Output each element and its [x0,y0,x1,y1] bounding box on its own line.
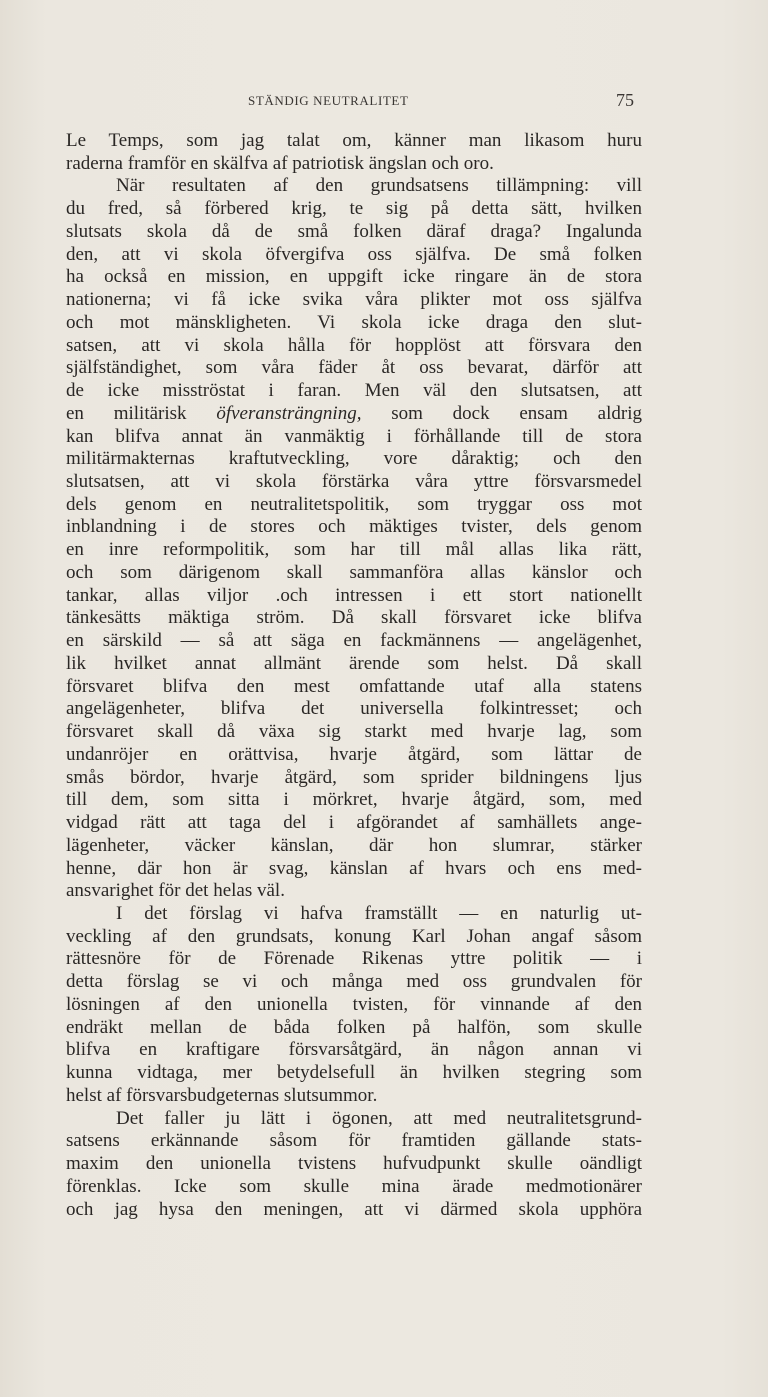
text-line: helst af försvarsbudgeternas slutsummor. [66,1084,378,1106]
text-line: I det förslag vi hafva framställt — en naturlig ut- [116,902,642,924]
running-title: STÄNDIG NEUTRALITET [248,93,409,108]
text-line [66,403,642,426]
text-line: tänkesätts mäktiga ström. Då skall försvaret icke blifva [66,607,642,629]
text-line: henne, där hon är svag, känslan af hvars och ens med- [66,857,642,879]
text-line: militärmakternas kraftutveckling, vore dåraktig; och den [66,448,642,470]
text-line: den, att vi skola öfvergifva oss själfva. De små folken [66,243,642,265]
text-line: satsen, att vi skola hålla för hopplöst att försvara den [66,334,642,356]
italic-term: öfveransträngning, [216,402,362,424]
text-line: och mot mänskligheten. Vi skola icke draga den slut- [66,311,642,333]
text-line: själfständighet, som våra fäder åt oss bevarat, därför att [66,357,642,379]
text-line: en särskild — så att säga en fackmännens — angelägenhet, [66,630,642,652]
text-line: nationerna; vi få icke svika våra plikter mot oss själfva [66,289,642,311]
text-line: och jag hysa den meningen, att vi därmed skola upphöra [66,1198,642,1220]
text-line: och som därigenom skall sammanföra allas känslor och [66,561,642,583]
text-line: förenklas. Icke som skulle mina ärade medmotionärer [66,1175,642,1197]
text-line: de icke misströstat i faran. Men väl den slutsatsen, att [66,380,642,402]
text-line: raderna framför en skälfva af patriotisk ängslan och oro. [66,152,494,174]
body-text [66,130,642,1221]
text-segment: som dock ensam aldrig [361,402,642,424]
text-line: ansvarighet för det helas väl. [66,880,285,902]
text-line: slutsats skola då de små folken däraf draga? Ingalunda [66,220,642,242]
text-line: endräkt mellan de båda folken på halfön, som skulle [66,1016,642,1038]
text-line: tankar, allas viljor .och intressen i ett stort nationellt [66,584,642,606]
text-line: dels genom en neutralitetspolitik, som tryggar oss mot [66,493,642,515]
text-line: till dem, som sitta i mörkret, hvarje åtgärd, som, med [66,789,642,811]
text-line: försvaret blifva den mest omfattande utaf alla statens [66,675,642,697]
text-line: detta förslag se vi och många med oss grundvalen för [66,971,642,993]
text-line: När resultaten af den grundsatsens tillämpning: vill [116,175,642,197]
text-line: en inre reformpolitik, som har till mål allas lika rätt, [66,539,642,561]
text-line: blifva en kraftigare försvarsåtgärd, än någon annan vi [66,1039,642,1061]
text-line: lägenheter, väcker känslan, där hon slumrar, stärker [66,834,642,856]
text-line: ha också en mission, en uppgift icke ringare än de stora [66,266,642,288]
running-head [66,90,634,113]
text-line: smås bördor, hvarje åtgärd, som sprider bildningens ljus [66,766,642,788]
text-line: satsens erkännande såsom för framtiden gällande stats- [66,1130,642,1152]
text-line: maxim den unionella tvistens hufvudpunkt skulle oändligt [66,1153,642,1175]
text-line: rättesnöre för de Förenade Rikenas yttre politik — i [66,948,642,970]
text-line: angelägenheter, blifva det universella folkintresset; och [66,698,642,720]
text-line: slutsatsen, att vi skola förstärka våra yttre försvarsmedel [66,471,642,493]
text-line: Det faller ju lätt i ögonen, att med neutralitetsgrund- [116,1107,642,1129]
text-line: undanröjer en orättvisa, hvarje åtgärd, som lättar de [66,743,642,765]
text-line: veckling af den grundsats, konung Karl Johan angaf såsom [66,925,642,947]
text-line: kan blifva annat än vanmäktig i förhållande till de stora [66,425,642,447]
text-line: du fred, så förbered krig, te sig på detta sätt, hvilken [66,198,642,220]
text-line: vidgad rätt att taga del i afgörandet af samhällets ange- [66,812,642,834]
text-line: kunna vidtaga, mer betydelsefull än hvilken stegring som [66,1062,642,1084]
text-line: lösningen af den unionella tvisten, för vinnande af den [66,993,642,1015]
text-line: inblandning i de stores och mäktiges tvister, dels genom [66,516,642,538]
text-segment: en militärisk [66,402,217,424]
text-line: lik hvilket annat allmänt ärende som helst. Då skall [66,652,642,674]
text-line: försvaret skall då växa sig starkt med hvarje lag, som [66,721,642,743]
page-number: 75 [616,90,634,110]
text-line: Le Temps, som jag talat om, känner man likasom huru [66,130,642,151]
